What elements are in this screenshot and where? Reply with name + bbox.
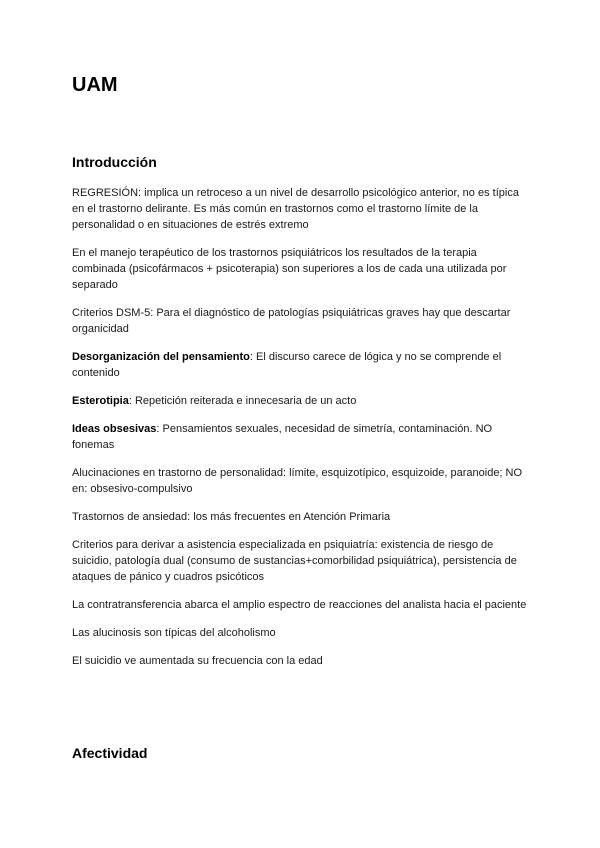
paragraph-term: Esterotipia [72, 395, 129, 407]
paragraph-alucinosis [72, 625, 528, 641]
paragraph-text: Criterios para derivar a asistencia especializada en psiquiatría: existencia de riesgo de suicidio, patología dual (consumo de sustancias+comorbilidad psiquiátrica), persistencia de ataques de pánico y cuadros psicóticos [72, 539, 517, 583]
paragraph-text: Alucinaciones en trastorno de personalidad: límite, esquizotípico, esquizoide, paranoide; NO en: obsesivo-compulsivo [72, 467, 523, 495]
paragraph-trastornos-ansiedad [72, 509, 528, 525]
paragraph-suicidio [72, 653, 528, 669]
paragraph-text: El suicidio ve aumentada su frecuencia con la edad [72, 655, 323, 667]
paragraph-text: En el manejo terapéutico de los trastornos psiquiátricos los resultados de la terapia combinada (psicofármacos + psicoterapia) son superiores a los de cada una utilizada por separado [72, 247, 507, 291]
paragraph-text: Trastornos de ansiedad: los más frecuentes en Atención Primaria [72, 511, 391, 523]
section-heading-afectividad: Afectividad [72, 745, 148, 761]
paragraph-text: Criterios DSM-5: Para el diagnóstico de patologías psiquiátricas graves hay que descartar organicidad [72, 307, 511, 335]
paragraph-criterios-derivar [72, 537, 528, 585]
document-title: UAM [72, 74, 118, 96]
paragraph-contratransferencia [72, 597, 528, 613]
paragraph-text: REGRESIÓN: implica un retroceso a un nivel de desarrollo psicológico anterior, no es típica en el trastorno delirante. Es más común en trastornos como el trastorno límite de la personalidad o en situaciones de estrés extremo [72, 187, 519, 231]
paragraph-alucinaciones [72, 465, 528, 497]
paragraph-ideas-obsesivas [72, 421, 528, 453]
paragraph-regresion [72, 185, 528, 233]
paragraph-text: : El discurso carece de lógica y no se comprende el contenido [72, 351, 502, 379]
section-heading-introduccion: Introducción [72, 154, 157, 170]
paragraph-esterotipia [72, 393, 528, 409]
paragraph-term: Desorganización del pensamiento [72, 351, 250, 363]
paragraph-term: Ideas obsesivas [72, 423, 157, 435]
paragraph-desorganizacion [72, 349, 528, 381]
paragraph-text: : Pensamientos sexuales, necesidad de simetría, contaminación. NO fonemas [72, 423, 493, 451]
paragraph-text: La contratransferencia abarca el amplio espectro de reacciones del analista hacia el paciente [72, 599, 527, 611]
paragraph-text: Las alucinosis son típicas del alcoholismo [72, 627, 276, 639]
paragraph-manejo-terapeutico [72, 245, 528, 293]
paragraph-text: : Repetición reiterada e innecesaria de un acto [128, 395, 357, 407]
introduccion-body [72, 185, 528, 681]
paragraph-criterios-dsm5 [72, 305, 528, 337]
